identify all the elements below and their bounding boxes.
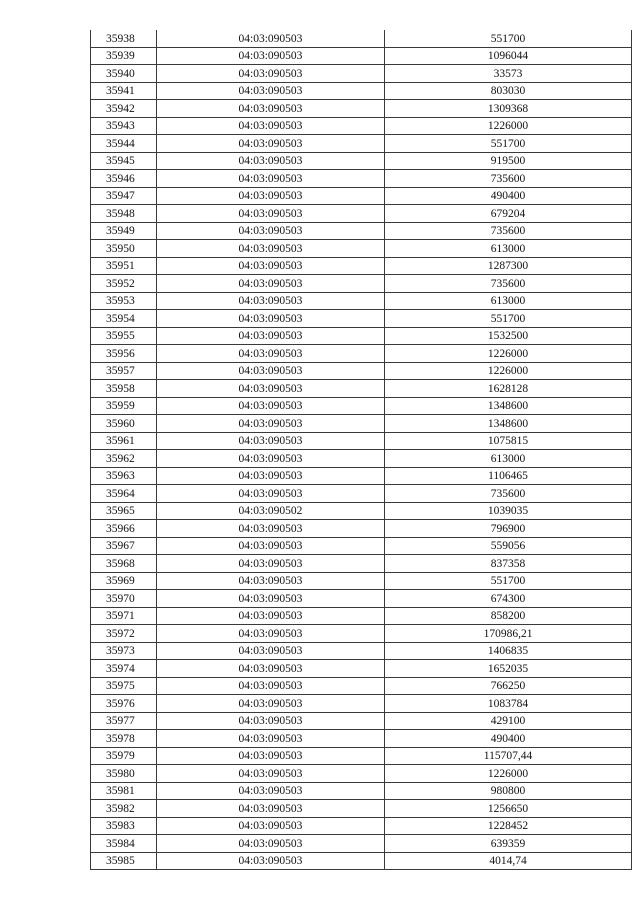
amount-cell: 679204 [385,205,632,223]
cadastral-code-cell: 04:03:090503 [157,660,385,678]
cadastral-code-cell: 04:03:090503 [157,222,385,240]
record-number-cell: 35968 [91,555,157,573]
table-row [91,642,632,660]
amount-cell: 490400 [385,730,632,748]
cadastral-code-cell: 04:03:090503 [157,607,385,625]
record-number-cell: 35950 [91,240,157,258]
cadastral-code-cell: 04:03:090503 [157,572,385,590]
cadastral-code-cell: 04:03:090503 [157,415,385,433]
record-number-cell: 35963 [91,467,157,485]
table-row [91,397,632,415]
cadastral-code-cell: 04:03:090503 [157,30,385,47]
amount-cell: 613000 [385,292,632,310]
record-number-cell: 35975 [91,677,157,695]
cadastral-code-cell: 04:03:090503 [157,485,385,503]
table-row [91,82,632,100]
amount-cell: 1652035 [385,660,632,678]
record-number-cell: 35984 [91,835,157,853]
table-row [91,345,632,363]
cadastral-code-cell: 04:03:090503 [157,205,385,223]
record-number-cell: 35944 [91,135,157,153]
amount-cell: 551700 [385,572,632,590]
amount-cell: 674300 [385,590,632,608]
record-number-cell: 35974 [91,660,157,678]
record-number-cell: 35972 [91,625,157,643]
record-number-cell: 35965 [91,502,157,520]
amount-cell: 613000 [385,240,632,258]
table-row [91,152,632,170]
record-number-cell: 35940 [91,65,157,83]
cadastral-code-cell: 04:03:090503 [157,65,385,83]
record-number-cell: 35967 [91,537,157,555]
table-row [91,135,632,153]
table-row [91,100,632,118]
table-row [91,835,632,853]
record-number-cell: 35959 [91,397,157,415]
table-row [91,222,632,240]
amount-cell: 1628128 [385,380,632,398]
table-row [91,362,632,380]
table-row [91,432,632,450]
table-row [91,817,632,835]
table-row [91,327,632,345]
record-number-cell: 35951 [91,257,157,275]
amount-cell: 1106465 [385,467,632,485]
amount-cell: 1309368 [385,100,632,118]
amount-cell: 551700 [385,135,632,153]
amount-cell: 170986,21 [385,625,632,643]
amount-cell: 115707,44 [385,747,632,765]
record-number-cell: 35978 [91,730,157,748]
cadastral-code-cell: 04:03:090502 [157,502,385,520]
amount-cell: 1348600 [385,415,632,433]
record-number-cell: 35980 [91,765,157,783]
amount-cell: 1287300 [385,257,632,275]
table-row [91,205,632,223]
record-number-cell: 35966 [91,520,157,538]
cadastral-code-cell: 04:03:090503 [157,765,385,783]
amount-cell: 766250 [385,677,632,695]
cadastral-code-cell: 04:03:090503 [157,170,385,188]
cadastral-code-cell: 04:03:090503 [157,852,385,870]
cadastral-code-cell: 04:03:090503 [157,467,385,485]
table-row [91,240,632,258]
amount-cell: 735600 [385,222,632,240]
cadastral-code-cell: 04:03:090503 [157,817,385,835]
table-row [91,782,632,800]
record-number-cell: 35953 [91,292,157,310]
table-row [91,695,632,713]
table-row [91,257,632,275]
table-row [91,712,632,730]
amount-cell: 803030 [385,82,632,100]
cadastral-code-cell: 04:03:090503 [157,257,385,275]
cadastral-code-cell: 04:03:090503 [157,292,385,310]
record-number-cell: 35942 [91,100,157,118]
amount-cell: 490400 [385,187,632,205]
record-number-cell: 35949 [91,222,157,240]
cadastral-code-cell: 04:03:090503 [157,327,385,345]
record-number-cell: 35938 [91,30,157,47]
table-row [91,30,632,47]
cadastral-code-cell: 04:03:090503 [157,800,385,818]
table-row [91,275,632,293]
table-row [91,520,632,538]
amount-cell: 1226000 [385,117,632,135]
table-row [91,572,632,590]
record-number-cell: 35970 [91,590,157,608]
record-number-cell: 35957 [91,362,157,380]
cadastral-code-cell: 04:03:090503 [157,397,385,415]
cadastral-code-cell: 04:03:090503 [157,835,385,853]
record-number-cell: 35954 [91,310,157,328]
table-row [91,450,632,468]
cadastral-code-cell: 04:03:090503 [157,677,385,695]
record-number-cell: 35977 [91,712,157,730]
amount-cell: 1096044 [385,47,632,65]
cadastral-code-cell: 04:03:090503 [157,380,385,398]
cadastral-code-cell: 04:03:090503 [157,152,385,170]
record-number-cell: 35964 [91,485,157,503]
amount-cell: 1228452 [385,817,632,835]
record-number-cell: 35961 [91,432,157,450]
record-number-cell: 35946 [91,170,157,188]
amount-cell: 1226000 [385,765,632,783]
amount-cell: 735600 [385,275,632,293]
record-number-cell: 35983 [91,817,157,835]
amount-cell: 735600 [385,485,632,503]
amount-cell: 33573 [385,65,632,83]
cadastral-code-cell: 04:03:090503 [157,432,385,450]
record-number-cell: 35945 [91,152,157,170]
amount-cell: 1083784 [385,695,632,713]
table-row [91,677,632,695]
record-number-cell: 35943 [91,117,157,135]
table-row [91,467,632,485]
record-number-cell: 35947 [91,187,157,205]
cadastral-code-cell: 04:03:090503 [157,450,385,468]
amount-cell: 1226000 [385,362,632,380]
record-number-cell: 35962 [91,450,157,468]
table-row [91,187,632,205]
table-row [91,292,632,310]
record-number-cell: 35941 [91,82,157,100]
table-row [91,730,632,748]
amount-cell: 1256650 [385,800,632,818]
amount-cell: 1075815 [385,432,632,450]
amount-cell: 919500 [385,152,632,170]
amount-cell: 4014,74 [385,852,632,870]
records-table [90,30,632,870]
table-row [91,310,632,328]
amount-cell: 837358 [385,555,632,573]
amount-cell: 559056 [385,537,632,555]
table-row [91,65,632,83]
table-row [91,47,632,65]
cadastral-code-cell: 04:03:090503 [157,240,385,258]
amount-cell: 551700 [385,30,632,47]
cadastral-code-cell: 04:03:090503 [157,782,385,800]
table-row [91,537,632,555]
amount-cell: 639359 [385,835,632,853]
cadastral-code-cell: 04:03:090503 [157,625,385,643]
amount-cell: 551700 [385,310,632,328]
amount-cell: 980800 [385,782,632,800]
record-number-cell: 35971 [91,607,157,625]
table-row [91,170,632,188]
table-row [91,660,632,678]
cadastral-code-cell: 04:03:090503 [157,555,385,573]
cadastral-code-cell: 04:03:090503 [157,747,385,765]
table-row [91,590,632,608]
cadastral-code-cell: 04:03:090503 [157,187,385,205]
record-number-cell: 35969 [91,572,157,590]
record-number-cell: 35939 [91,47,157,65]
cadastral-code-cell: 04:03:090503 [157,135,385,153]
table-row [91,485,632,503]
record-number-cell: 35948 [91,205,157,223]
amount-cell: 796900 [385,520,632,538]
table-row [91,625,632,643]
cadastral-code-cell: 04:03:090503 [157,345,385,363]
table-row [91,852,632,870]
cadastral-code-cell: 04:03:090503 [157,275,385,293]
record-number-cell: 35955 [91,327,157,345]
cadastral-code-cell: 04:03:090503 [157,310,385,328]
table-row [91,555,632,573]
amount-cell: 429100 [385,712,632,730]
cadastral-code-cell: 04:03:090503 [157,47,385,65]
cadastral-code-cell: 04:03:090503 [157,537,385,555]
record-number-cell: 35976 [91,695,157,713]
table-row [91,765,632,783]
table-row [91,415,632,433]
table-row [91,380,632,398]
amount-cell: 1532500 [385,327,632,345]
amount-cell: 613000 [385,450,632,468]
record-number-cell: 35952 [91,275,157,293]
record-number-cell: 35982 [91,800,157,818]
table-row [91,607,632,625]
table-row [91,800,632,818]
amount-cell: 1039035 [385,502,632,520]
record-number-cell: 35958 [91,380,157,398]
cadastral-code-cell: 04:03:090503 [157,590,385,608]
records-table-body [91,30,632,870]
record-number-cell: 35960 [91,415,157,433]
cadastral-code-cell: 04:03:090503 [157,712,385,730]
cadastral-code-cell: 04:03:090503 [157,82,385,100]
record-number-cell: 35981 [91,782,157,800]
cadastral-code-cell: 04:03:090503 [157,100,385,118]
amount-cell: 735600 [385,170,632,188]
table-row [91,747,632,765]
cadastral-code-cell: 04:03:090503 [157,695,385,713]
amount-cell: 1226000 [385,345,632,363]
amount-cell: 1348600 [385,397,632,415]
table-row [91,117,632,135]
table-row [91,502,632,520]
cadastral-code-cell: 04:03:090503 [157,362,385,380]
cadastral-code-cell: 04:03:090503 [157,642,385,660]
record-number-cell: 35956 [91,345,157,363]
cadastral-code-cell: 04:03:090503 [157,117,385,135]
record-number-cell: 35973 [91,642,157,660]
amount-cell: 1406835 [385,642,632,660]
cadastral-code-cell: 04:03:090503 [157,520,385,538]
record-number-cell: 35985 [91,852,157,870]
cadastral-code-cell: 04:03:090503 [157,730,385,748]
amount-cell: 858200 [385,607,632,625]
record-number-cell: 35979 [91,747,157,765]
